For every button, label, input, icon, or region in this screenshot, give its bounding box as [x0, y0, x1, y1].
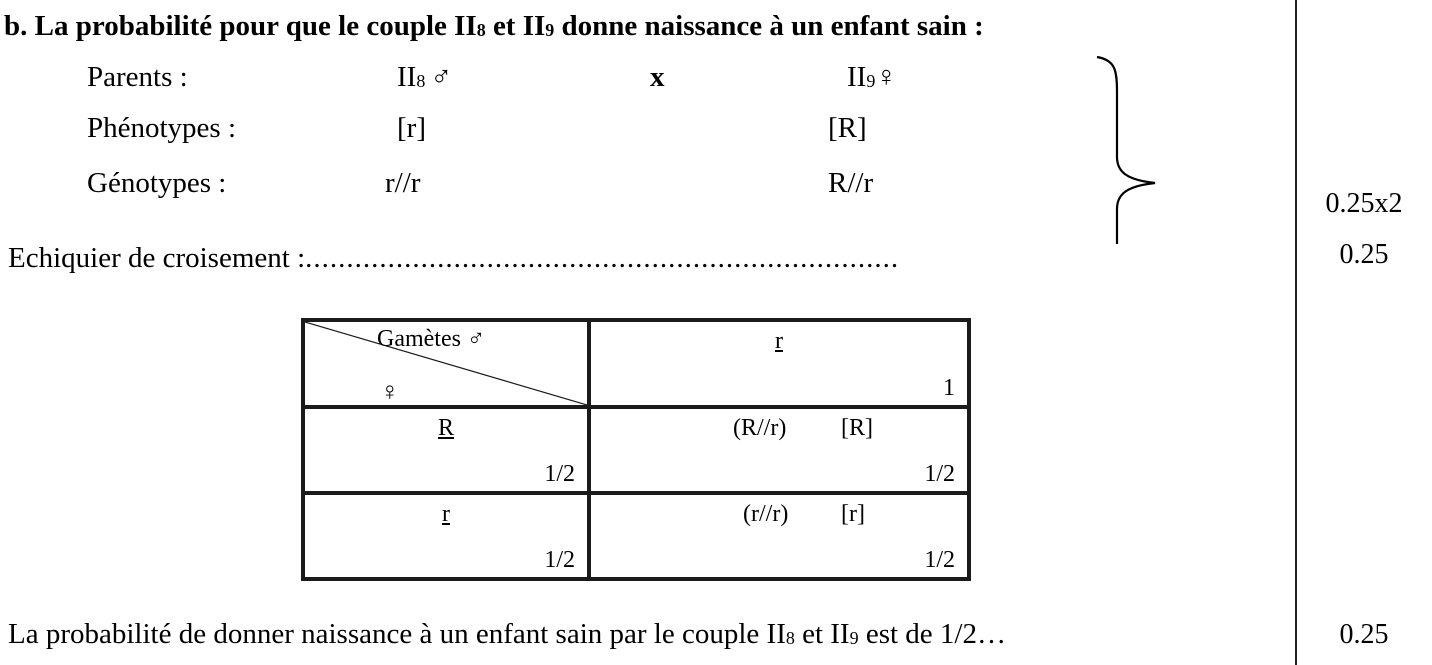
phenotypes-label: Phénotypes :	[87, 112, 237, 144]
female-gamete-cell	[303, 493, 589, 579]
crossing-table	[301, 318, 971, 581]
male-gamete-prob: 1	[943, 375, 955, 401]
score-column-divider	[1295, 0, 1297, 665]
parent-male: $II_8$ ♂	[397, 61, 453, 93]
female-gamete-prob: 1/2	[544, 461, 575, 487]
question-title	[4, 10, 984, 43]
right-brace-icon	[1095, 52, 1175, 247]
parent-female: $II_9♀$	[847, 61, 898, 93]
header-male-gametes: Gamètes ♂	[377, 326, 485, 352]
title-subscript-2: 9	[545, 19, 555, 40]
female-gamete: r	[442, 501, 450, 527]
genotypes-label: Génotypes :	[87, 167, 227, 199]
genotype-male: r//r	[385, 167, 421, 199]
conclusion: La probabilité de donner naissance à un enfant sain par le couple $II_8$ et $II_9$ est de 1/2…	[8, 618, 1006, 650]
offspring-phenotype: [r]	[841, 501, 865, 527]
female-gamete-prob: 1/2	[544, 547, 575, 573]
score-1: 0.25x2	[1325, 188, 1403, 219]
male-gamete: r	[775, 328, 783, 354]
offspring-cell	[589, 493, 969, 579]
echiquier-label: Echiquier de croisement :........................................................................	[8, 242, 900, 274]
offspring-genotype: (R//r)	[733, 415, 787, 441]
score-2: 0.25	[1339, 239, 1389, 270]
female-symbol-icon: ♀	[875, 61, 898, 93]
score-3: 0.25	[1339, 619, 1389, 650]
female-gamete-cell	[303, 407, 589, 493]
phenotype-male: [r]	[397, 112, 426, 144]
offspring-prob: 1/2	[924, 547, 955, 573]
offspring-prob: 1/2	[924, 461, 955, 487]
table-row	[303, 407, 969, 493]
male-gamete-cell	[589, 320, 969, 407]
phenotype-female: [R]	[828, 112, 867, 144]
title-subscript-1: 8	[476, 19, 486, 40]
cross-sign: x	[650, 61, 665, 93]
offspring-genotype: (r//r)	[743, 501, 789, 527]
title-text-2: et II	[485, 10, 546, 42]
table-row	[303, 493, 969, 579]
genotype-female: R//r	[828, 167, 874, 199]
title-text-3: donne naissance à un enfant sain :	[554, 10, 984, 42]
table-header-row	[303, 320, 969, 407]
title-text-1: b. La probabilité pour que le couple II	[4, 10, 477, 42]
echiquier-dots: ........................................................................	[305, 242, 900, 274]
parents-label: Parents :	[87, 61, 188, 93]
table-corner-cell	[303, 320, 589, 407]
male-symbol-icon: ♂	[430, 61, 453, 93]
offspring-phenotype: [R]	[841, 415, 873, 441]
offspring-cell	[589, 407, 969, 493]
female-gamete: R	[437, 415, 454, 441]
female-symbol-icon: ♀	[380, 377, 400, 406]
